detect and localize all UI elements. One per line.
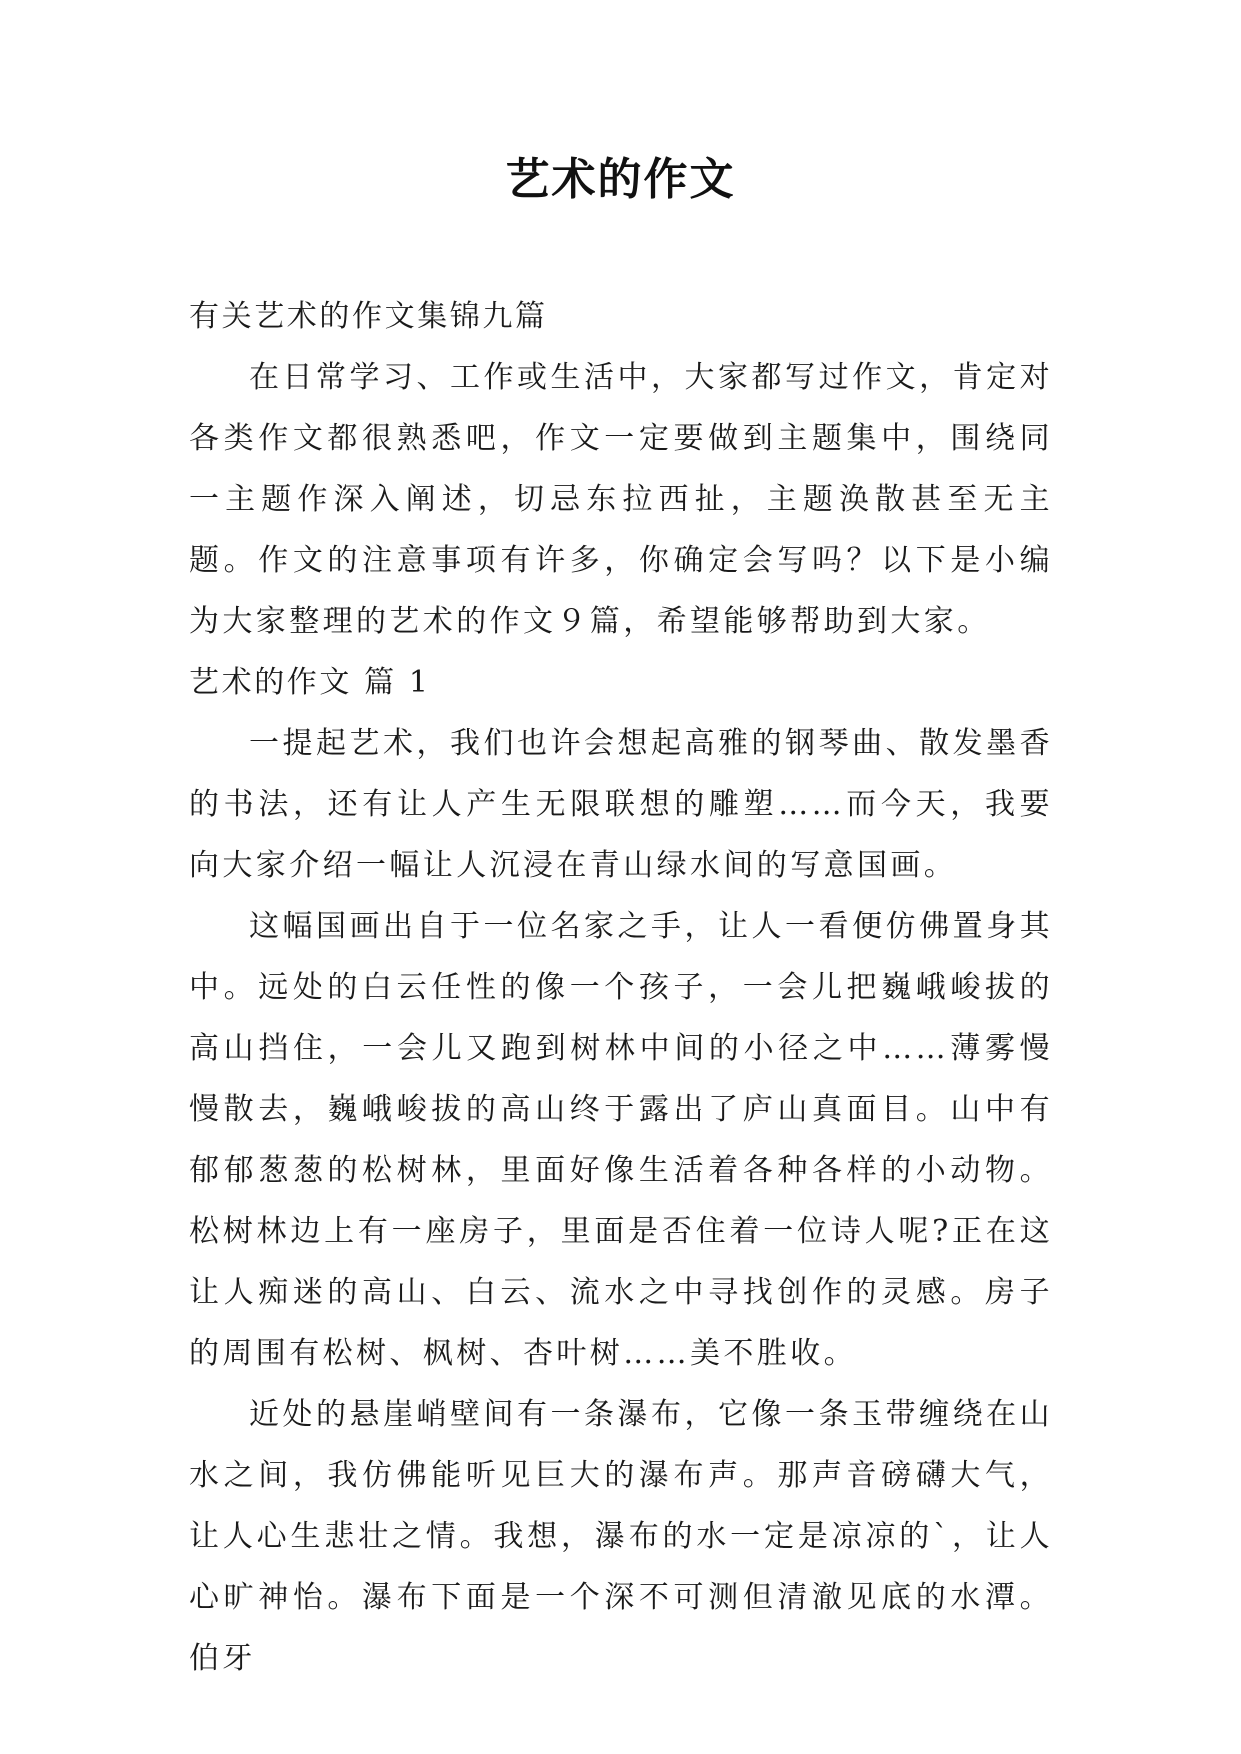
document-subtitle: 有关艺术的作文集锦九篇 — [189, 299, 548, 334]
body-paragraph-1: 一提起艺术，我们也许会想起高雅的钢琴曲、散发墨香的书法，还有让人产生无限联想的雕塑……而今天，我要向大家介绍一幅让人沉浸在青山绿水间的写意国画。 — [189, 726, 1053, 883]
document-title: 艺术的作文 — [505, 154, 736, 205]
document-body — [189, 286, 1053, 1689]
body-paragraph-2: 这幅国画出自于一位名家之手，让人一看便仿佛置身其中。远处的白云任性的像一个孩子，一会儿把巍峨峻拔的高山挡住，一会儿又跑到树林中间的小径之中……薄雾慢慢散去，巍峨峻拔的高山终于露出了庐山真面目。山中有郁郁葱葱的松树林，里面好像生活着各种各样的小动物。松树林边上有一座房子，里面是否住着一位诗人呢?正在这让人痴迷的高山、白云、流水之中寻找创作的灵感。房子的周围有松树、枫树、杏叶树……美不胜收。 — [189, 909, 1053, 1371]
section-heading: 艺术的作文 篇 1 — [189, 665, 431, 700]
intro-paragraph: 在日常学习、工作或生活中，大家都写过作文，肯定对各类作文都很熟悉吧，作文一定要做到主题集中，围绕同一主题作深入阐述，切忌东拉西扯，主题涣散甚至无主题。作文的注意事项有许多，你确定会写吗？以下是小编为大家整理的艺术的作文９篇，希望能够帮助到大家。 — [189, 360, 1053, 639]
body-paragraph-3: 近处的悬崖峭壁间有一条瀑布，它像一条玉带缠绕在山水之间，我仿佛能听见巨大的瀑布声。那声音磅礴大气，让人心生悲壮之情。我想，瀑布的水一定是凉凉的`，让人心旷神怡。瀑布下面是一个深不可测但清澈见底的水潭。伯牙 — [189, 1397, 1053, 1676]
